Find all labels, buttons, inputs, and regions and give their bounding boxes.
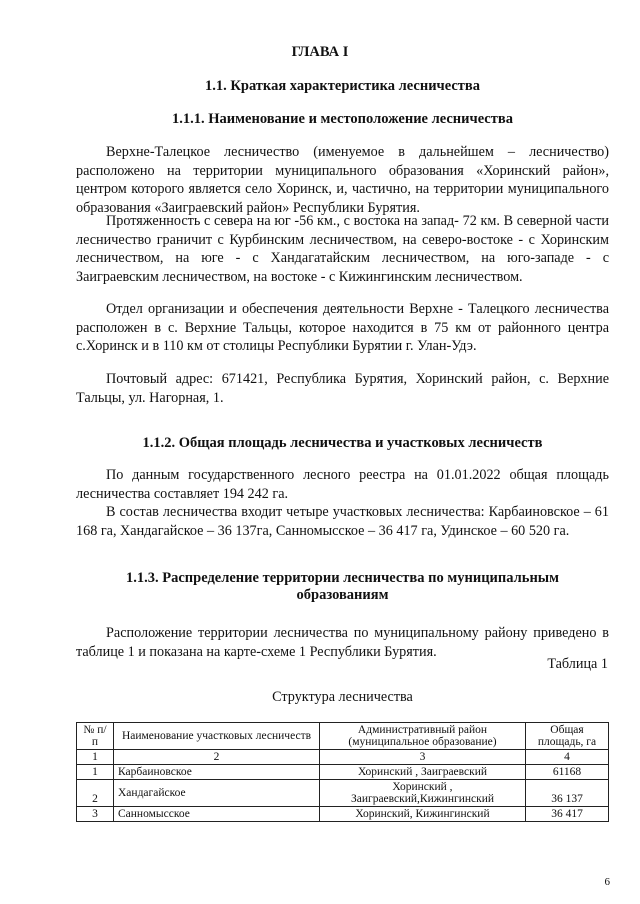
paragraph: Верхне-Талецкое лесничество (именуемое в дальнейшем – лесничество) расположено на территории муниципального образования «Хоринский район», центром которого является село Хоринск, и, частично, на территории муниципального образования «Заиграевский район» Республики Бурятия.	[76, 144, 609, 216]
header-cell: Наименование участковых лесничеств	[114, 723, 320, 750]
subsection-1-1-1-title: 1.1.1. Наименование и местоположение лесничества	[172, 111, 513, 127]
paragraph: Отдел организации и обеспечения деятельности Верхне - Талецкого лесничества расположен в с. Верхние Тальцы, которое находится в 75 км от районного центра с.Хоринск и в 110 км от столицы Республики Бурятии г. Улан-Удэ.	[76, 301, 609, 354]
table-cell: 36 137	[526, 780, 609, 807]
subsection-1-1-2-title: 1.1.2. Общая площадь лесничества и участковых лесничеств	[142, 435, 543, 451]
chapter-title: ГЛАВА I	[291, 44, 349, 60]
index-cell: 1	[77, 750, 114, 765]
table-cell: 36 417	[526, 807, 609, 822]
header-cell: Общая площадь, га	[526, 723, 609, 750]
paragraph: Протяженность с севера на юг -56 км., с востока на запад- 72 км. В северной части лесничество граничит с Курбинским лесничеством, на северо-востоке - с Хоринским лесничеством, на юге - с Хандагатайским лесничеством, на юго-западе - с Заиграевским лесничеством, на востоке - с Кижингинским лесничеством.	[76, 213, 609, 285]
forestry-structure-table	[76, 722, 609, 822]
header-cell: № п/п	[77, 723, 114, 750]
index-cell: 4	[526, 750, 609, 765]
table-cell: Карбаиновское	[114, 765, 320, 780]
header-cell: Административный район (муниципальное образование)	[320, 723, 526, 750]
table-cell: Хоринский, Кижингинский	[320, 807, 526, 822]
section-title: 1.1. Краткая характеристика лесничества	[204, 78, 480, 94]
table-caption: Структура лесничества	[272, 689, 413, 705]
index-cell: 2	[114, 750, 320, 765]
table-cell: Хандагайское	[114, 780, 320, 807]
paragraph: Почтовый адрес: 671421, Республика Бурятия, Хоринский район, с. Верхние Тальцы, ул. Нагорная, 1.	[76, 371, 609, 406]
table-cell: Санномысское	[114, 807, 320, 822]
paragraph: В состав лесничества входит четыре участковых лесничества: Карбаиновское – 61 168 га, Хандагайское – 36 137га, Санномысское – 36 417 га, Удинское – 60 520 га.	[76, 504, 609, 539]
subsection-title-line: образованиям	[296, 587, 389, 603]
page-number: 6	[604, 876, 610, 888]
paragraph: Расположение территории лесничества по муниципальному району приведено в таблице 1 и показана на карте-схеме 1 Республики Бурятия.	[76, 625, 609, 660]
table-row	[77, 780, 609, 807]
paragraph: По данным государственного лесного реестра на 01.01.2022 общая площадь лесничества составляет 194 242 га.	[76, 467, 609, 502]
table-row	[77, 807, 609, 822]
table-cell: 2	[77, 780, 114, 807]
table-label: Таблица 1	[547, 656, 608, 672]
table-cell: 3	[77, 807, 114, 822]
subsection-1-1-3-title	[76, 570, 609, 604]
table-cell: Хоринский , Заиграевский	[320, 765, 526, 780]
table-cell: 1	[77, 765, 114, 780]
table-header-row	[77, 723, 609, 750]
table-row	[77, 765, 609, 780]
table-cell: 61168	[526, 765, 609, 780]
index-cell: 3	[320, 750, 526, 765]
table-cell: Хоринский , Заиграевский,Кижингинский	[320, 780, 526, 807]
subsection-title-line: 1.1.3. Распределение территории лесничества по муниципальным	[126, 570, 559, 586]
table-index-row	[77, 750, 609, 765]
